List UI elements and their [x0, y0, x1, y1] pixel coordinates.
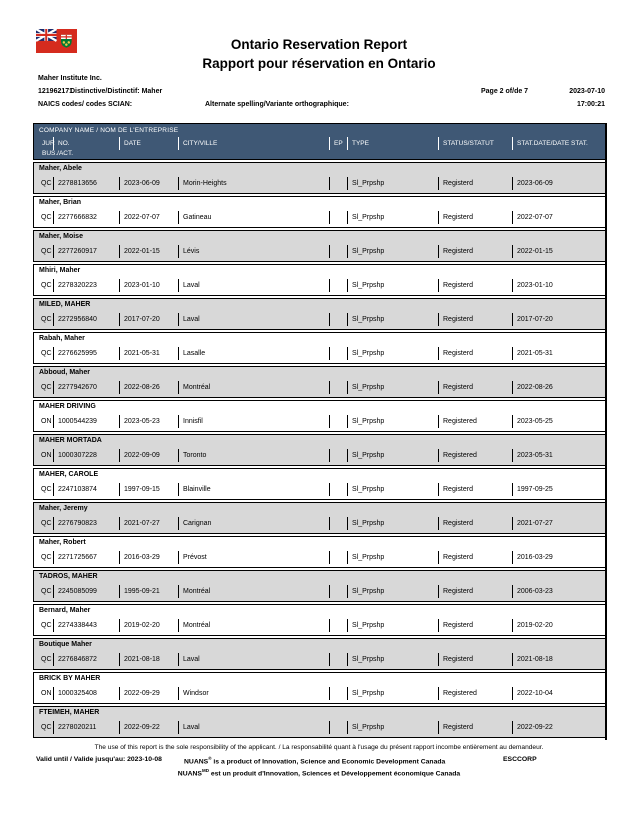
- city-cell: Blainville: [178, 483, 211, 496]
- ep-cell: [329, 177, 334, 190]
- ep-cell: [329, 619, 334, 632]
- company-name: MILED, MAHER: [39, 301, 91, 308]
- jurisdiction-cell: QC: [41, 384, 52, 391]
- type-cell: Sl_Prpshp: [347, 177, 384, 190]
- city-cell: Montréal: [178, 585, 210, 598]
- date-cell: 2023-05-23: [119, 415, 160, 428]
- company-name: Maher, Moise: [39, 233, 83, 240]
- date-cell: 2022-09-22: [119, 721, 160, 734]
- distinctive-label: Distinctive/Distinctif: Maher: [70, 88, 163, 95]
- jurisdiction-cell: QC: [41, 486, 52, 493]
- disclaimer-text: The use of this report is the sole responsibility of the applicant. / La responsabilité quant à l'usage du présent rapport incombe entièrement au demandeur.: [94, 744, 544, 751]
- type-cell: Sl_Prpshp: [347, 721, 384, 734]
- type-cell: Sl_Prpshp: [347, 483, 384, 496]
- date-cell: 2023-06-09: [119, 177, 160, 190]
- table-row: [33, 502, 606, 534]
- type-cell: Sl_Prpshp: [347, 381, 384, 394]
- table-header: [33, 123, 606, 160]
- number-cell: 2247103874: [53, 483, 97, 496]
- company-name: TADROS, MAHER: [39, 573, 98, 580]
- city-cell: Innisfil: [178, 415, 203, 428]
- city-cell: Montréal: [178, 619, 210, 632]
- results-table: [33, 123, 606, 740]
- report-table-body: [33, 162, 606, 738]
- date-cell: 2021-05-31: [119, 347, 160, 360]
- status-cell: Registerd: [438, 347, 473, 360]
- table-row: [33, 162, 606, 194]
- status-cell: Registerd: [438, 245, 473, 258]
- date-cell: 2021-08-18: [119, 653, 160, 666]
- status-cell: Registerd: [438, 177, 473, 190]
- city-cell: Toronto: [178, 449, 206, 462]
- column-jur: JUR: [42, 140, 55, 147]
- number-cell: 2278320223: [53, 279, 97, 292]
- stat-date-cell: 2021-05-31: [512, 347, 553, 360]
- city-cell: Carignan: [178, 517, 211, 530]
- column-city: CITY/VILLE: [178, 137, 217, 150]
- jurisdiction-cell: QC: [41, 520, 52, 527]
- number-cell: 2274338443: [53, 619, 97, 632]
- status-cell: Registerd: [438, 381, 473, 394]
- nuans-fr-product-text: est un produit d'Innovation, Sciences et Développement économique Canada: [208, 770, 461, 778]
- status-cell: Registerd: [438, 585, 473, 598]
- date-cell: 2021-07-27: [119, 517, 160, 530]
- jurisdiction-cell: QC: [41, 214, 52, 221]
- date-cell: 1995-09-21: [119, 585, 160, 598]
- company-name: MAHER, CAROLE: [39, 471, 99, 478]
- status-cell: Registered: [438, 687, 477, 700]
- ep-cell: [329, 279, 334, 292]
- city-cell: Laval: [178, 721, 200, 734]
- nuans-en-trademark: ®: [208, 756, 212, 761]
- jurisdiction-cell: ON: [41, 418, 52, 425]
- stat-date-cell: 2021-07-27: [512, 517, 553, 530]
- table-row: [33, 570, 606, 602]
- nuans-fr-trademark: MD: [201, 768, 209, 773]
- column-company-name: COMPANY NAME / NOM DE L'ENTREPRISE: [39, 127, 179, 134]
- table-row: [33, 672, 606, 704]
- number-cell: 2277260917: [53, 245, 97, 258]
- ep-cell: [329, 721, 334, 734]
- number-cell: 2276625995: [53, 347, 97, 360]
- stat-date-cell: 2006-03-23: [512, 585, 553, 598]
- stat-date-cell: 2023-01-10: [512, 279, 553, 292]
- date-cell: 2022-09-29: [119, 687, 160, 700]
- jurisdiction-cell: QC: [41, 724, 52, 731]
- stat-date-cell: 1997-09-25: [512, 483, 553, 496]
- table-row: [33, 400, 606, 432]
- ep-cell: [329, 245, 334, 258]
- jurisdiction-cell: QC: [41, 180, 52, 187]
- jurisdiction-cell: ON: [41, 690, 52, 697]
- column-type: TYPE: [347, 137, 369, 150]
- column-stat-date: STAT.DATE/DATE STAT.: [512, 137, 588, 150]
- table-row: [33, 706, 606, 738]
- table-row: [33, 264, 606, 296]
- report-code: ESCCORP: [503, 756, 537, 763]
- company-name: Bernard, Maher: [39, 607, 91, 614]
- number-cell: 1000325408: [53, 687, 97, 700]
- ep-cell: [329, 517, 334, 530]
- stat-date-cell: 2022-10-04: [512, 687, 553, 700]
- type-cell: Sl_Prpshp: [347, 415, 384, 428]
- status-cell: Registerd: [438, 619, 473, 632]
- jurisdiction-cell: QC: [41, 316, 52, 323]
- company-name: Abboud, Maher: [39, 369, 90, 376]
- ep-cell: [329, 415, 334, 428]
- city-cell: Montréal: [178, 381, 210, 394]
- number-cell: 2272956840: [53, 313, 97, 326]
- status-cell: Registerd: [438, 211, 473, 224]
- city-cell: Morin-Heights: [178, 177, 227, 190]
- status-cell: Registerd: [438, 313, 473, 326]
- jurisdiction-cell: QC: [41, 656, 52, 663]
- number-cell: 2278020211: [53, 721, 96, 734]
- reservation-number: 121962171: [38, 88, 74, 95]
- nuans-french-text: [0, 768, 638, 777]
- number-cell: 1000307228: [53, 449, 97, 462]
- city-cell: Prévost: [178, 551, 207, 564]
- stat-date-cell: 2023-06-09: [512, 177, 553, 190]
- ep-cell: [329, 687, 334, 700]
- company-name: Maher, Jeremy: [39, 505, 88, 512]
- company-name: Maher, Robert: [39, 539, 86, 546]
- type-cell: Sl_Prpshp: [347, 211, 384, 224]
- company-name: Mhiri, Maher: [39, 267, 81, 274]
- type-cell: Sl_Prpshp: [347, 279, 384, 292]
- report-title: Ontario Reservation Report: [230, 37, 408, 52]
- city-cell: Windsor: [178, 687, 209, 700]
- date-cell: 2022-09-09: [119, 449, 160, 462]
- page-indicator: Page 2 of/de 7: [481, 88, 529, 95]
- type-cell: Sl_Prpshp: [347, 517, 384, 530]
- table-row: [33, 536, 606, 568]
- number-cell: 2277942670: [53, 381, 97, 394]
- table-row: [33, 638, 606, 670]
- date-cell: 2022-01-15: [119, 245, 160, 258]
- table-row: [33, 434, 606, 466]
- nuans-en-product-text: is a product of Innovation, Science and Economic Development Canada: [211, 758, 446, 766]
- number-cell: 2278813656: [53, 177, 97, 190]
- valid-until-text: Valid until / Valide jusqu'au: 2023-10-08: [36, 756, 162, 763]
- type-cell: Sl_Prpshp: [347, 687, 384, 700]
- column-status: STATUS/STATUT: [438, 137, 494, 150]
- naics-label: NAICS codes/ codes SCIAN:: [38, 101, 133, 108]
- alternate-spelling-label: Alternate spelling/Variante orthographique:: [205, 101, 349, 108]
- stat-date-cell: 2022-01-15: [512, 245, 553, 258]
- column-ep: EP: [329, 137, 343, 150]
- ep-cell: [329, 313, 334, 326]
- number-cell: 2277666832: [53, 211, 97, 224]
- stat-date-cell: 2021-08-18: [512, 653, 553, 666]
- jurisdiction-cell: QC: [41, 248, 52, 255]
- type-cell: Sl_Prpshp: [347, 653, 384, 666]
- status-cell: Registerd: [438, 279, 473, 292]
- city-cell: Gatineau: [178, 211, 211, 224]
- table-row: [33, 604, 606, 636]
- status-cell: Registerd: [438, 721, 473, 734]
- ep-cell: [329, 585, 334, 598]
- date-cell: 2017-07-20: [119, 313, 160, 326]
- company-name: FTEIMEH, MAHER: [39, 709, 100, 716]
- column-no: NO.: [53, 137, 70, 150]
- company-name: Rabah, Maher: [39, 335, 85, 342]
- type-cell: Sl_Prpshp: [347, 313, 384, 326]
- jurisdiction-cell: QC: [41, 350, 52, 357]
- company-name: BRICK BY MAHER: [39, 675, 101, 682]
- company-name: Boutique Maher: [39, 641, 92, 648]
- ep-cell: [329, 449, 334, 462]
- stat-date-cell: 2023-05-31: [512, 449, 553, 462]
- column-date: DATE: [119, 137, 141, 150]
- nuans-english-text: [184, 756, 445, 765]
- type-cell: Sl_Prpshp: [347, 449, 384, 462]
- footer-validity-line: [0, 756, 638, 768]
- city-cell: Laval: [178, 313, 200, 326]
- table-row: [33, 298, 606, 330]
- stat-date-cell: 2022-09-22: [512, 721, 553, 734]
- jurisdiction-cell: ON: [41, 452, 52, 459]
- company-name: Maher, Abele: [39, 165, 82, 172]
- stat-date-cell: 2017-07-20: [512, 313, 553, 326]
- type-cell: Sl_Prpshp: [347, 619, 384, 632]
- company-name: Maher, Brian: [39, 199, 82, 206]
- ep-cell: [329, 483, 334, 496]
- jurisdiction-cell: QC: [41, 282, 52, 289]
- city-cell: Lasalle: [178, 347, 205, 360]
- ep-cell: [329, 211, 334, 224]
- city-cell: Laval: [178, 279, 200, 292]
- column-bus-act: BUS./ACT.: [42, 150, 74, 157]
- number-cell: 2271725667: [53, 551, 97, 564]
- status-cell: Registered: [438, 415, 477, 428]
- type-cell: Sl_Prpshp: [347, 245, 384, 258]
- ep-cell: [329, 551, 334, 564]
- company-name: MAHER DRIVING: [39, 403, 96, 410]
- company-name: MAHER MORTADA: [39, 437, 102, 444]
- table-row: [33, 468, 606, 500]
- type-cell: Sl_Prpshp: [347, 347, 384, 360]
- number-cell: 2276846872: [53, 653, 97, 666]
- status-cell: Registerd: [438, 551, 473, 564]
- table-row: [33, 196, 606, 228]
- city-cell: Lévis: [178, 245, 199, 258]
- report-time: 17:00:21: [576, 101, 605, 108]
- jurisdiction-cell: QC: [41, 588, 52, 595]
- number-cell: 1000544239: [53, 415, 97, 428]
- table-row: [33, 366, 606, 398]
- date-cell: 1997-09-15: [119, 483, 160, 496]
- stat-date-cell: 2016-03-29: [512, 551, 553, 564]
- number-cell: 2245085099: [53, 585, 97, 598]
- date-cell: 2022-07-07: [119, 211, 160, 224]
- date-cell: 2016-03-29: [119, 551, 160, 564]
- stat-date-cell: 2023-05-25: [512, 415, 553, 428]
- city-cell: Laval: [178, 653, 200, 666]
- stat-date-cell: 2022-08-26: [512, 381, 553, 394]
- status-cell: Registerd: [438, 483, 473, 496]
- status-cell: Registerd: [438, 517, 473, 530]
- ep-cell: [329, 653, 334, 666]
- type-cell: Sl_Prpshp: [347, 585, 384, 598]
- status-cell: Registered: [438, 449, 477, 462]
- number-cell: 2276790823: [53, 517, 97, 530]
- report-date: 2023-07-10: [569, 88, 605, 95]
- stat-date-cell: 2019-02-20: [512, 619, 553, 632]
- nuans-en-name: NUANS: [184, 758, 209, 766]
- status-cell: Registerd: [438, 653, 473, 666]
- stat-date-cell: 2022-07-07: [512, 211, 553, 224]
- date-cell: 2022-08-26: [119, 381, 160, 394]
- table-row: [33, 230, 606, 262]
- date-cell: 2023-01-10: [119, 279, 160, 292]
- ep-cell: [329, 381, 334, 394]
- table-row: [33, 332, 606, 364]
- report-subtitle: Rapport pour réservation en Ontario: [202, 56, 436, 71]
- applicant-name: Maher Institute Inc.: [38, 75, 102, 82]
- nuans-fr-name: NUANS: [177, 770, 202, 778]
- type-cell: Sl_Prpshp: [347, 551, 384, 564]
- ep-cell: [329, 347, 334, 360]
- jurisdiction-cell: QC: [41, 622, 52, 629]
- jurisdiction-cell: QC: [41, 554, 52, 561]
- date-cell: 2019-02-20: [119, 619, 160, 632]
